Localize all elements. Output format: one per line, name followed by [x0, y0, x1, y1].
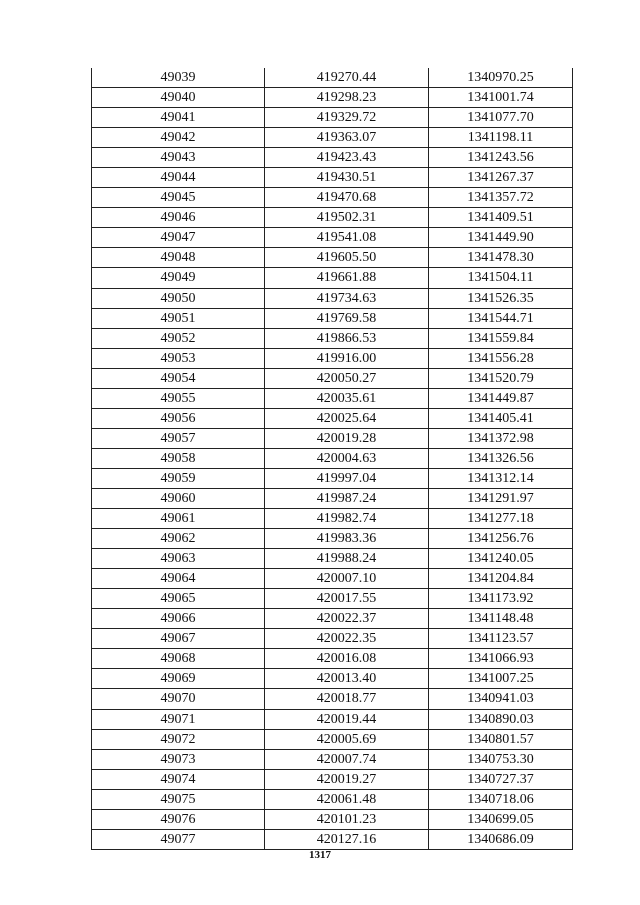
y-coordinate-cell: 1341478.30 [429, 248, 573, 268]
y-coordinate-cell: 1340718.06 [429, 789, 573, 809]
point-id-cell: 49066 [92, 609, 265, 629]
y-coordinate-cell: 1340941.03 [429, 689, 573, 709]
x-coordinate-cell: 420004.63 [265, 448, 429, 468]
point-id-cell: 49050 [92, 288, 265, 308]
y-coordinate-cell: 1340801.57 [429, 729, 573, 749]
point-id-cell: 49058 [92, 448, 265, 468]
y-coordinate-cell: 1341312.14 [429, 468, 573, 488]
x-coordinate-cell: 419866.53 [265, 328, 429, 348]
y-coordinate-cell: 1341077.70 [429, 108, 573, 128]
table-row [92, 248, 573, 268]
x-coordinate-cell: 419502.31 [265, 208, 429, 228]
x-coordinate-cell: 420013.40 [265, 669, 429, 689]
x-coordinate-cell: 419734.63 [265, 288, 429, 308]
y-coordinate-cell: 1341409.51 [429, 208, 573, 228]
table-row [92, 208, 573, 228]
table-row [92, 228, 573, 248]
x-coordinate-cell: 420019.27 [265, 769, 429, 789]
table-row [92, 769, 573, 789]
table-row [92, 448, 573, 468]
x-coordinate-cell: 420019.28 [265, 428, 429, 448]
x-coordinate-cell: 419661.88 [265, 268, 429, 288]
table-row [92, 629, 573, 649]
point-id-cell: 49041 [92, 108, 265, 128]
x-coordinate-cell: 419997.04 [265, 468, 429, 488]
point-id-cell: 49060 [92, 488, 265, 508]
table-row [92, 128, 573, 148]
x-coordinate-cell: 419363.07 [265, 128, 429, 148]
point-id-cell: 49044 [92, 168, 265, 188]
table-row [92, 549, 573, 569]
x-coordinate-cell: 420127.16 [265, 829, 429, 849]
x-coordinate-cell: 420035.61 [265, 388, 429, 408]
point-id-cell: 49054 [92, 368, 265, 388]
point-id-cell: 49049 [92, 268, 265, 288]
point-id-cell: 49069 [92, 669, 265, 689]
x-coordinate-cell: 419605.50 [265, 248, 429, 268]
coordinate-table-body [92, 68, 573, 849]
table-row [92, 88, 573, 108]
point-id-cell: 49070 [92, 689, 265, 709]
x-coordinate-cell: 419298.23 [265, 88, 429, 108]
table-row [92, 689, 573, 709]
table-row [92, 589, 573, 609]
point-id-cell: 49065 [92, 589, 265, 609]
table-row [92, 148, 573, 168]
table-row [92, 509, 573, 529]
y-coordinate-cell: 1340686.09 [429, 829, 573, 849]
table-row [92, 348, 573, 368]
point-id-cell: 49053 [92, 348, 265, 368]
x-coordinate-cell: 420061.48 [265, 789, 429, 809]
y-coordinate-cell: 1341556.28 [429, 348, 573, 368]
x-coordinate-cell: 420025.64 [265, 408, 429, 428]
x-coordinate-cell: 419987.24 [265, 488, 429, 508]
point-id-cell: 49067 [92, 629, 265, 649]
y-coordinate-cell: 1340699.05 [429, 809, 573, 829]
y-coordinate-cell: 1341372.98 [429, 428, 573, 448]
x-coordinate-cell: 420050.27 [265, 368, 429, 388]
table-row [92, 649, 573, 669]
point-id-cell: 49077 [92, 829, 265, 849]
y-coordinate-cell: 1340727.37 [429, 769, 573, 789]
point-id-cell: 49048 [92, 248, 265, 268]
table-row [92, 488, 573, 508]
table-row [92, 468, 573, 488]
point-id-cell: 49042 [92, 128, 265, 148]
table-row [92, 829, 573, 849]
page-number: 1317 [309, 849, 331, 861]
y-coordinate-cell: 1340753.30 [429, 749, 573, 769]
point-id-cell: 49047 [92, 228, 265, 248]
y-coordinate-cell: 1341449.90 [429, 228, 573, 248]
point-id-cell: 49057 [92, 428, 265, 448]
table-row [92, 388, 573, 408]
table-row [92, 529, 573, 549]
y-coordinate-cell: 1340890.03 [429, 709, 573, 729]
x-coordinate-cell: 419983.36 [265, 529, 429, 549]
x-coordinate-cell: 419988.24 [265, 549, 429, 569]
y-coordinate-cell: 1341504.11 [429, 268, 573, 288]
y-coordinate-cell: 1341405.41 [429, 408, 573, 428]
y-coordinate-cell: 1341148.48 [429, 609, 573, 629]
point-id-cell: 49039 [92, 68, 265, 88]
y-coordinate-cell: 1341357.72 [429, 188, 573, 208]
table-row [92, 669, 573, 689]
table-row [92, 569, 573, 589]
y-coordinate-cell: 1341243.56 [429, 148, 573, 168]
point-id-cell: 49074 [92, 769, 265, 789]
x-coordinate-cell: 419430.51 [265, 168, 429, 188]
y-coordinate-cell: 1341198.11 [429, 128, 573, 148]
x-coordinate-cell: 420018.77 [265, 689, 429, 709]
x-coordinate-cell: 419982.74 [265, 509, 429, 529]
y-coordinate-cell: 1341066.93 [429, 649, 573, 669]
point-id-cell: 49072 [92, 729, 265, 749]
x-coordinate-cell: 420016.08 [265, 649, 429, 669]
x-coordinate-cell: 419541.08 [265, 228, 429, 248]
x-coordinate-cell: 420005.69 [265, 729, 429, 749]
x-coordinate-cell: 419423.43 [265, 148, 429, 168]
point-id-cell: 49073 [92, 749, 265, 769]
table-row [92, 729, 573, 749]
y-coordinate-cell: 1341326.56 [429, 448, 573, 468]
table-row [92, 809, 573, 829]
point-id-cell: 49046 [92, 208, 265, 228]
table-row [92, 288, 573, 308]
y-coordinate-cell: 1341544.71 [429, 308, 573, 328]
point-id-cell: 49045 [92, 188, 265, 208]
table-row [92, 428, 573, 448]
y-coordinate-cell: 1341526.35 [429, 288, 573, 308]
point-id-cell: 49055 [92, 388, 265, 408]
point-id-cell: 49068 [92, 649, 265, 669]
table-row [92, 268, 573, 288]
table-row [92, 188, 573, 208]
y-coordinate-cell: 1341559.84 [429, 328, 573, 348]
table-row [92, 408, 573, 428]
table-row [92, 68, 573, 88]
table-row [92, 609, 573, 629]
y-coordinate-cell: 1341240.05 [429, 549, 573, 569]
y-coordinate-cell: 1341123.57 [429, 629, 573, 649]
point-id-cell: 49052 [92, 328, 265, 348]
table-row [92, 789, 573, 809]
y-coordinate-cell: 1340970.25 [429, 68, 573, 88]
table-row [92, 168, 573, 188]
x-coordinate-cell: 419769.58 [265, 308, 429, 328]
table-row [92, 328, 573, 348]
point-id-cell: 49040 [92, 88, 265, 108]
point-id-cell: 49076 [92, 809, 265, 829]
point-id-cell: 49056 [92, 408, 265, 428]
table-row [92, 108, 573, 128]
y-coordinate-cell: 1341520.79 [429, 368, 573, 388]
y-coordinate-cell: 1341267.37 [429, 168, 573, 188]
x-coordinate-cell: 420019.44 [265, 709, 429, 729]
y-coordinate-cell: 1341001.74 [429, 88, 573, 108]
y-coordinate-cell: 1341277.18 [429, 509, 573, 529]
point-id-cell: 49059 [92, 468, 265, 488]
point-id-cell: 49071 [92, 709, 265, 729]
y-coordinate-cell: 1341204.84 [429, 569, 573, 589]
point-id-cell: 49064 [92, 569, 265, 589]
table-row [92, 709, 573, 729]
x-coordinate-cell: 420022.37 [265, 609, 429, 629]
point-id-cell: 49043 [92, 148, 265, 168]
point-id-cell: 49063 [92, 549, 265, 569]
x-coordinate-cell: 419470.68 [265, 188, 429, 208]
x-coordinate-cell: 420022.35 [265, 629, 429, 649]
x-coordinate-cell: 419329.72 [265, 108, 429, 128]
point-id-cell: 49062 [92, 529, 265, 549]
y-coordinate-cell: 1341173.92 [429, 589, 573, 609]
y-coordinate-cell: 1341291.97 [429, 488, 573, 508]
x-coordinate-cell: 420007.74 [265, 749, 429, 769]
x-coordinate-cell: 420007.10 [265, 569, 429, 589]
x-coordinate-cell: 419270.44 [265, 68, 429, 88]
y-coordinate-cell: 1341256.76 [429, 529, 573, 549]
table-row [92, 749, 573, 769]
x-coordinate-cell: 419916.00 [265, 348, 429, 368]
y-coordinate-cell: 1341007.25 [429, 669, 573, 689]
y-coordinate-cell: 1341449.87 [429, 388, 573, 408]
x-coordinate-cell: 420017.55 [265, 589, 429, 609]
point-id-cell: 49075 [92, 789, 265, 809]
point-id-cell: 49051 [92, 308, 265, 328]
point-id-cell: 49061 [92, 509, 265, 529]
x-coordinate-cell: 420101.23 [265, 809, 429, 829]
coordinate-table [91, 68, 573, 850]
table-row [92, 308, 573, 328]
table-row [92, 368, 573, 388]
